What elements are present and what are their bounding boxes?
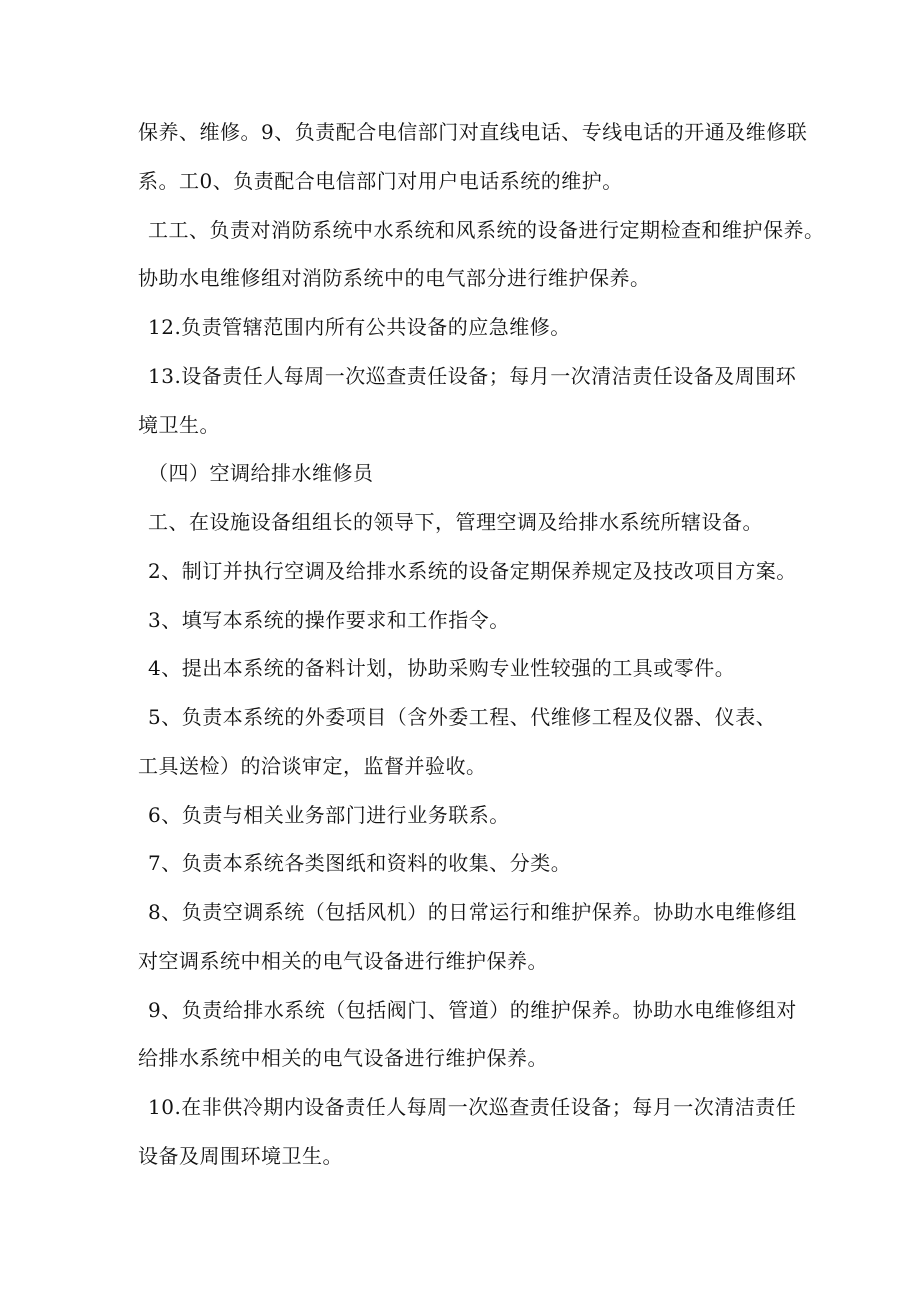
text-line: 4、提出本系统的备料计划，协助采购专业性较强的工具或零件。 [148,656,736,680]
text-line: 协助水电维修组对消防系统中的电气部分进行维护保养。 [138,266,651,290]
text-line: 7、负责本系统各类图纸和资料的收集、分类。 [148,851,572,875]
text-line: 13.设备责任人每周一次巡查责任设备；每月一次清洁责任设备及周围环 [148,364,797,388]
text-line: 2、制订并执行空调及给排水系统的设备定期保养规定及技改项目方案。 [148,559,797,583]
text-line: 10.在非供冷期内设备责任人每周一次巡查责任设备；每月一次清洁责任 [148,1095,797,1119]
text-line: 保养、维修。9、负责配合电信部门对直线电话、专线电话的开通及维修联 [138,120,808,144]
text-line: 对空调系统中相关的电气设备进行维护保养。 [138,949,548,973]
text-line: 境卫生。 [138,413,220,437]
text-line: 设备及周围环境卫生。 [138,1144,343,1168]
text-line: 工、在设施设备组组长的领导下，管理空调及给排水系统所辖设备。 [148,510,763,534]
text-line: 9、负责给排水系统（包括阀门、管道）的维护保养。协助水电维修组对 [148,998,797,1022]
text-line: 工具送检）的洽谈审定，监督并验收。 [138,754,487,778]
text-line: 工工、负责对消防系统中水系统和风系统的设备进行定期检查和维护保养。 [148,218,825,242]
text-line: 给排水系统中相关的电气设备进行维护保养。 [138,1046,548,1070]
text-line: 12.负责管辖范围内所有公共设备的应急维修。 [148,315,571,339]
text-line: 5、负责本系统的外委项目（含外委工程、代维修工程及仪器、仪表、 [148,705,777,729]
text-line: 系。工0、负责配合电信部门对用户电话系统的维护。 [138,169,623,193]
text-line: 6、负责与相关业务部门进行业务联系。 [148,803,510,827]
section-heading: （四）空调给排水维修员 [148,461,374,485]
text-line: 3、填写本系统的操作要求和工作指令。 [148,608,510,632]
text-line: 8、负责空调系统（包括风机）的日常运行和维护保养。协助水电维修组 [148,900,797,924]
